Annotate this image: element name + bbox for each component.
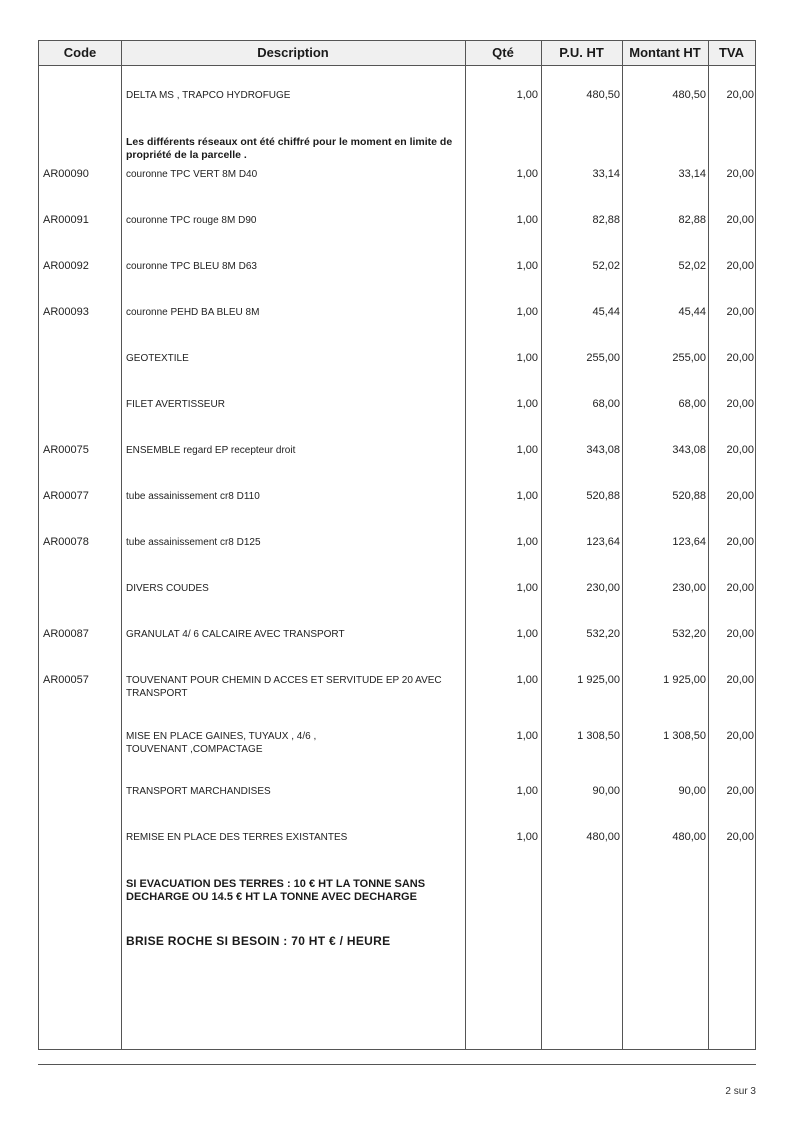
note-evacuation-terres: SI EVACUATION DES TERRES : 10 € HT LA TONNE SANS DECHARGE OU 14.5 € HT LA TONNE AVEC DECHARGE: [126, 878, 426, 903]
row-tva: 20,00: [726, 831, 754, 843]
table-header-row: [39, 41, 755, 66]
row-montant-ht: 1 308,50: [663, 730, 706, 742]
row-montant-ht: 52,02: [678, 260, 706, 272]
row-qte: 1,00: [516, 398, 538, 410]
row-qte: 1,00: [516, 831, 538, 843]
row-pu-ht: 343,08: [586, 444, 620, 456]
header-description: Description: [257, 45, 329, 60]
row-tva: 20,00: [726, 168, 754, 180]
header-tva: TVA: [718, 45, 745, 60]
row-pu-ht: 45,44: [592, 306, 620, 318]
row-tva: 20,00: [726, 490, 754, 502]
row-description: couronne TPC rouge 8M D90: [126, 215, 257, 226]
row-qte: 1,00: [516, 214, 538, 226]
row-code: AR00075: [43, 444, 89, 456]
row-montant-ht: 255,00: [672, 352, 706, 364]
row-montant-ht: 480,00: [672, 831, 706, 843]
row-montant-ht: 532,20: [672, 628, 706, 640]
row-qte: 1,00: [516, 168, 538, 180]
row-description: GRANULAT 4/ 6 CALCAIRE AVEC TRANSPORT: [126, 629, 345, 640]
row-pu-ht: 123,64: [586, 536, 620, 548]
row-qte: 1,00: [516, 260, 538, 272]
row-code: AR00093: [43, 306, 89, 318]
column-divider: [121, 41, 122, 1049]
row-qte: 1,00: [516, 306, 538, 318]
row-pu-ht: 68,00: [592, 398, 620, 410]
row-montant-ht: 90,00: [678, 785, 706, 797]
note-reseaux: Les différents réseaux ont été chiffré pour le moment en limite de propriété de la parcelle .: [126, 136, 453, 161]
header-qte: Qté: [492, 45, 514, 60]
row-description: couronne PEHD BA BLEU 8M: [126, 307, 260, 318]
row-description: REMISE EN PLACE DES TERRES EXISTANTES: [126, 832, 348, 843]
row-description: tube assainissement cr8 D110: [126, 491, 260, 502]
row-pu-ht: 90,00: [592, 785, 620, 797]
row-description: TRANSPORT MARCHANDISES: [126, 786, 271, 797]
row-code: AR00057: [43, 674, 89, 686]
row-description: TOUVENANT POUR CHEMIN D ACCES ET SERVITUDE EP 20 AVEC TRANSPORT: [126, 675, 442, 699]
row-tva: 20,00: [726, 730, 754, 742]
header-montant-ht: Montant HT: [629, 45, 701, 60]
row-code: AR00087: [43, 628, 89, 640]
row-code: AR00078: [43, 536, 89, 548]
row-description: ENSEMBLE regard EP recepteur droit: [126, 445, 296, 456]
row-pu-ht: 480,50: [586, 89, 620, 101]
row-qte: 1,00: [516, 490, 538, 502]
row-tva: 20,00: [726, 444, 754, 456]
row-description: MISE EN PLACE GAINES, TUYAUX , 4/6 , TOUVENANT ,COMPACTAGE: [126, 731, 317, 755]
row-montant-ht: 45,44: [678, 306, 706, 318]
row-code: AR00092: [43, 260, 89, 272]
row-tva: 20,00: [726, 582, 754, 594]
row-qte: 1,00: [516, 89, 538, 101]
row-qte: 1,00: [516, 785, 538, 797]
row-tva: 20,00: [726, 536, 754, 548]
row-pu-ht: 1 308,50: [577, 730, 620, 742]
row-pu-ht: 255,00: [586, 352, 620, 364]
column-divider: [622, 41, 623, 1049]
row-montant-ht: 68,00: [678, 398, 706, 410]
row-montant-ht: 343,08: [672, 444, 706, 456]
note-brise-roche: BRISE ROCHE SI BESOIN : 70 HT € / HEURE: [126, 934, 391, 948]
row-pu-ht: 230,00: [586, 582, 620, 594]
row-pu-ht: 1 925,00: [577, 674, 620, 686]
row-tva: 20,00: [726, 674, 754, 686]
row-tva: 20,00: [726, 260, 754, 272]
row-qte: 1,00: [516, 674, 538, 686]
row-pu-ht: 520,88: [586, 490, 620, 502]
footer-rule: [38, 1064, 756, 1065]
row-pu-ht: 33,14: [592, 168, 620, 180]
invoice-table: [38, 40, 756, 1050]
row-description: DIVERS COUDES: [126, 583, 209, 594]
row-montant-ht: 123,64: [672, 536, 706, 548]
row-qte: 1,00: [516, 628, 538, 640]
row-qte: 1,00: [516, 730, 538, 742]
row-description: couronne TPC BLEU 8M D63: [126, 261, 257, 272]
row-tva: 20,00: [726, 398, 754, 410]
row-qte: 1,00: [516, 352, 538, 364]
row-code: AR00090: [43, 168, 89, 180]
row-pu-ht: 82,88: [592, 214, 620, 226]
row-pu-ht: 480,00: [586, 831, 620, 843]
row-pu-ht: 52,02: [592, 260, 620, 272]
row-montant-ht: 33,14: [678, 168, 706, 180]
row-code: AR00091: [43, 214, 89, 226]
row-qte: 1,00: [516, 536, 538, 548]
row-qte: 1,00: [516, 582, 538, 594]
row-code: AR00077: [43, 490, 89, 502]
row-qte: 1,00: [516, 444, 538, 456]
row-description: GEOTEXTILE: [126, 353, 189, 364]
header-code: Code: [63, 45, 97, 60]
column-divider: [708, 41, 709, 1049]
header-pu-ht: P.U. HT: [559, 45, 604, 60]
page-number: 2 sur 3: [725, 1086, 756, 1097]
row-montant-ht: 480,50: [672, 89, 706, 101]
row-description: couronne TPC VERT 8M D40: [126, 169, 258, 180]
row-montant-ht: 520,88: [672, 490, 706, 502]
row-tva: 20,00: [726, 89, 754, 101]
row-pu-ht: 532,20: [586, 628, 620, 640]
row-montant-ht: 82,88: [678, 214, 706, 226]
row-tva: 20,00: [726, 352, 754, 364]
row-tva: 20,00: [726, 214, 754, 226]
row-description: DELTA MS , TRAPCO HYDROFUGE: [126, 90, 291, 101]
row-description: tube assainissement cr8 D125: [126, 537, 261, 548]
row-tva: 20,00: [726, 628, 754, 640]
row-tva: 20,00: [726, 306, 754, 318]
row-montant-ht: 1 925,00: [663, 674, 706, 686]
row-tva: 20,00: [726, 785, 754, 797]
row-description: FILET AVERTISSEUR: [126, 399, 225, 410]
row-montant-ht: 230,00: [672, 582, 706, 594]
